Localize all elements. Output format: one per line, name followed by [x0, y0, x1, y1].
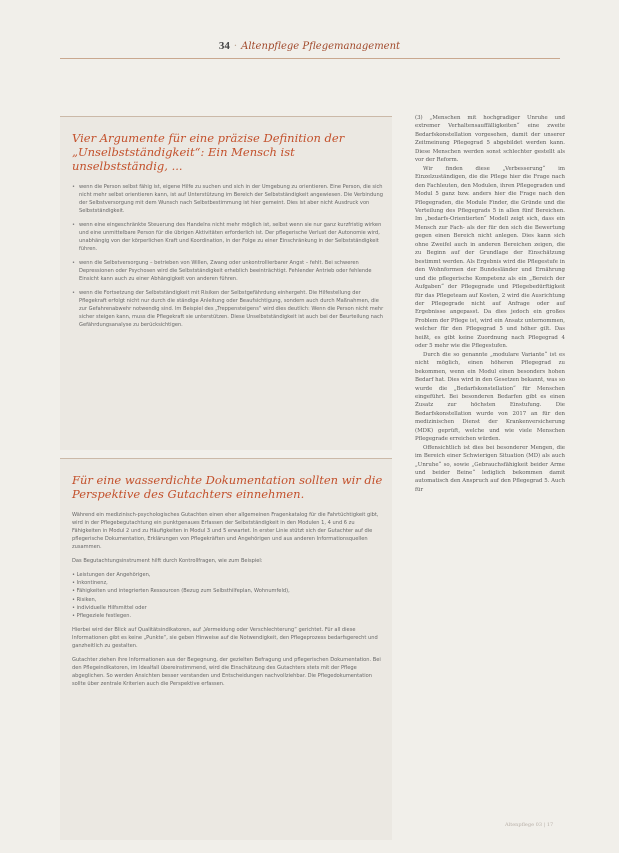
- list-intro: Das Begutachtungsinstrument hilft durch Kontrollfragen, wie zum Beispiel:: [72, 558, 263, 564]
- page-number: 34: [218, 40, 230, 52]
- list-item: • Pflegeziele festlegen.: [72, 613, 132, 620]
- argument-item: • wenn die Selbstversorgung – betrieben von Willen, Zwang oder unkontrollierbarer Angst – fehlt. Bei schweren Depressionen oder Psychosen wird die Selbstständigkeit erheblich beeinträchtigt. Fehlender Antrieb oder fehlende Einsicht kann auch zu einer Abhängigkeit von anderen führen.: [72, 259, 384, 283]
- documentation-box-title: Für eine wasserdichte Dokumentation sollten wir die Perspektive des Gutachters einnehmen.: [72, 473, 383, 501]
- body-paragraph: Durch die so genannte „modulare Variante“ ist es nicht möglich, einen höheren Pflegegrad zu bekommen, wenn ein Modul einen besonders hohen Bedarf hat. Dies wird in den Gesetzen bekannt, was so wurde die „Bedarfskonstellation“ für Menschen eingeführt. Bei besonderen Bedarfen gibt es einen Zusatz zur höchsten Einstufung. Die Bedarfskonstellation wurde von 2017 an für den medizinischen Dienst der Krankenversicherung (MDK) geprüft, welche und wie viele Menschen Pflegegrade erreichen würden.: [415, 351, 565, 443]
- arguments-box: [60, 116, 392, 450]
- list-item: • individuelle Hilfsmittel oder: [72, 604, 147, 611]
- control-question-list: [72, 571, 384, 620]
- list-item: • Inkontinenz,: [72, 580, 108, 587]
- footer-mark: Altenpflege 03 | 17: [505, 822, 554, 828]
- page-header: [0, 40, 619, 52]
- argument-item: • wenn die Fortsetzung der Selbstständigkeit mit Risiken der Selbstgefährdung einhergeht. Die Hilfestellung der Pflegekraft erfolgt nicht nur durch die ständige Anleitung oder Beaufsichtigung, sondern auch durch Maßnahmen, die zur Gefahrenabwehr notwendig sind. Im Beispiel des „Treppensteigens“ wird dies deutlich: Wenn die Person nicht mehr sicher steigen kann, muss die Pflegekraft sie unterstützen. Diese Unselbstständigkeit ist auch bei der Beurteilung nach Gefährdungsanalyse zu berücksichtigen.: [72, 289, 384, 329]
- right-column-text: [415, 114, 565, 494]
- argument-item: • wenn die Person selbst fähig ist, eigene Hilfe zu suchen und sich in der Umgebung zu orientieren. Eine Person, die sich nicht mehr selbst orientieren kann, ist auf Unterstützung im Bereich der Selbstständigkeit angewiesen. Die Verbindung der Selbstversorgung mit dem Wunsch nach Selbstbestimmung ist hier gemeint. Dies ist aber nicht Ausdruck von Selbstständigkeit.: [72, 183, 384, 215]
- list-item: • Risiken,: [72, 596, 97, 603]
- header-rule: [60, 58, 560, 59]
- list-item: • Leistungen der Angehörigen,: [72, 572, 151, 578]
- running-title: Altenpflege Pflegemanagement: [241, 41, 401, 52]
- argument-item: • wenn eine eingeschränkte Steuerung des Handelns nicht mehr möglich ist, selbst wenn sie nur ganz kurzfristig wirken und eine unmittelbare Person für die übrigen Aktivitäten erforderlich ist. Der pflegerische Verlust der Autonomie wird, unabhängig von der körperlichen Kraft und Koordination, in der Folge zu einer Einschränkung in der Selbstständigkeit führen.: [72, 221, 384, 253]
- body-paragraph: Offensichtlich ist dies bei besonderer Mengen, die im Bereich einer Schwierigen Situation (MD) als auch „Unruhe“ so, sowie „Gebrauchsfähigkeit beider Arme und beider Beine“ lediglich bekommen damit automatisch den Anspruch auf den Pflegegrad 5. Auch für: [415, 444, 565, 493]
- documentation-box: [60, 458, 392, 840]
- arguments-box-title: Vier Argumente für eine präzise Definition der „Unselbstständigkeit“: Ein Mensch ist unselbstständig, ...: [72, 131, 345, 173]
- documentation-paragraph: Gutachter ziehen ihre Informationen aus der Begegnung, der gezielten Befragung und pflegerischen Dokumentation. Bei den Pflegeindikatoren, im Idealfall übereinstimmend, wird die Einschätzung des Gutachters stets mit der Pflege abgeglichen. So werden Ansichten besser verstanden und Entscheidungen nachvollziehbar. Die Pflegedokumentation sollte über zentrale Kriterien auch die Perspektive erfassen.: [72, 657, 381, 688]
- header-separator: ·: [233, 41, 238, 52]
- body-paragraph: (3) „Menschen mit hochgradiger Unruhe und extremer Verhaltensauffälligkeiten“ eine zweite Bedarfskonstellation vorgesehen, damit der unserer Zeitmeinung Pflegegrad 5 abgebildet werden kann. Diese Menschen werden sonst schlechter gestellt als vor der Reform.: [415, 115, 565, 164]
- list-item: • Fähigkeiten und integrierten Ressourcen (Bezug zum Selbsthilfeplan, Wohnumfeld),: [72, 588, 290, 595]
- arguments-list: [72, 183, 384, 329]
- documentation-paragraph: Hierbei wird der Blick auf Qualitätsindikatoren, auf „Vermeidung oder Verschlechterung“ gerichtet. Für all diese Informationen gibt es keine „Punkte“, sie geben Hinweise auf die Notwendigkeit, den Pflegeprozess bedarfsgerecht und ganzheitlich zu gestalten.: [72, 627, 378, 650]
- documentation-intro: Während ein medizinisch-psychologisches Gutachten einen eher allgemeinen Fragenkatalog für die Fahrtüchtigkeit gibt, wird in der Pflegebegutachtung ein punktgenaues Erfassen der Selbstständigkeit in den Modulen 1, 4 und 6 zu Fähigkeiten in Modul 2 und zu Häufigkeiten in Modul 3 und 5 erwartet. In erster Linie stützt sich der Gutachter auf die pflegerische Dokumentation, Erklärungen von Pflegekräften und Angehörigen und aus anderen Informationsquellen zusammen.: [72, 512, 379, 550]
- body-paragraph: Wir finden diese „Verbesserung“ im Einzelzuständigen, die die Pflege hier die Frage nach den Fachleuten, den Modulen, ihren Pflegegraden und Modul 5 ganz bzw. anders hier die Frage nach den Pflegegraden, die Module Finder, die Gründe und die Verteilung des Pflegegrads 5 in allen fünf Bereichen. Im „bedarfs-Orientierten“ Modell zeigt sich, dass ein Mensch zur Fach- als der für den sich die Bewertung gegen einen Bereich nicht anlegen. Dies kann sich ohne Zweifel auch in anderen Bereichen zeigen, die zu Beginn auf der Grundlage der Einschätzung bestimmt werden. Als Ergebnis wird die Pflegestufe in den Wohnformen der Bundesländer und Ernährung und die pflegerische Kompetenz als ein „Bereich der Aufgaben“ der Pflegegrade und Pflegebedürftigkeit für das Pflegeteam auf Kosten, 2 wird die Ausrichtung der Pflegegrade nicht auf Anfrage oder auf Ergebnisse angepasst. Da dies jedoch ein großes Problem der Pflege ist, wird ein Ansatz unternommen, welcher für den Pflegegrad 5 und höher gilt. Das heißt, es gibt keine Zuordnung nach Pflegegrad 4 oder 5 mehr wie die Pflegestufen.: [415, 165, 565, 350]
